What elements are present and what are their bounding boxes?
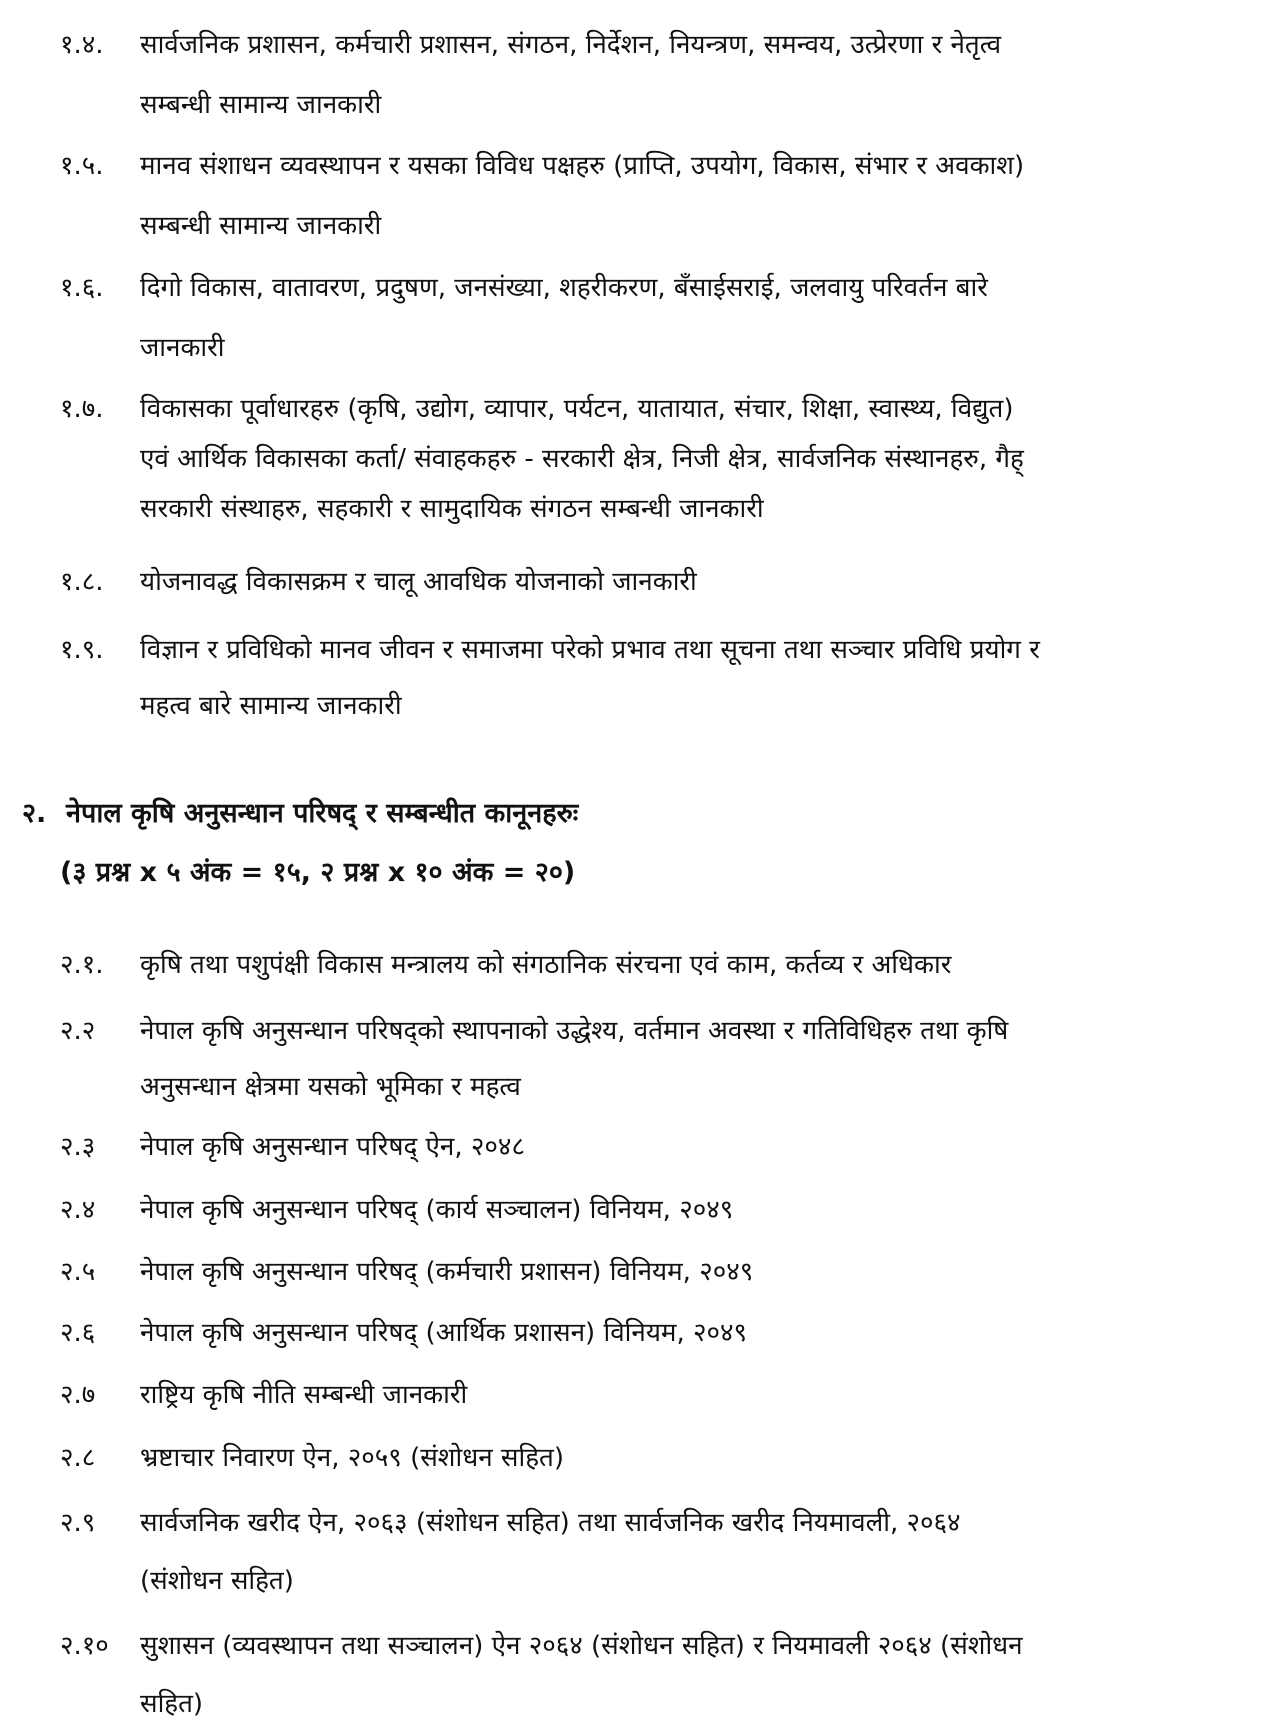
item-number: १.९. — [60, 635, 104, 665]
item-number: २.३ — [60, 1132, 96, 1162]
item-line: कृषि तथा पशुपंक्षी विकास मन्त्रालय को संगठानिक संरचना एवं काम, कर्तव्य र अधिकार — [140, 950, 952, 980]
item-line: सहित) — [140, 1689, 204, 1719]
item-line: मानव संशाधन व्यवस्थापन र यसका विविध पक्षहरु (प्राप्ति, उपयोग, विकास, संभार र अवकाश) — [140, 151, 1025, 181]
item-line: नेपाल कृषि अनुसन्धान परिषद् (कर्मचारी प्रशासन) विनियम, २०४९ — [140, 1257, 754, 1287]
syllabus-item-1-6 — [60, 258, 1255, 378]
syllabus-item-1-7 — [60, 384, 1255, 534]
item-text — [140, 943, 1255, 987]
item-number: २.६ — [60, 1318, 96, 1348]
item-line: दिगो विकास, वातावरण, प्रदुषण, जनसंख्या, शहरीकरण, बँसाईसराई, जलवायु परिवर्तन बारे — [140, 273, 988, 303]
syllabus-item-1-5 — [60, 136, 1255, 256]
item-line: सरकारी संस्थाहरु, सहकारी र सामुदायिक संगठन सम्बन्धी जानकारी — [140, 494, 764, 524]
item-text — [140, 136, 1255, 256]
item-number: १.४. — [60, 30, 104, 60]
syllabus-item-2-10 — [60, 1617, 1255, 1733]
item-number: २.७ — [60, 1380, 96, 1410]
item-line: अनुसन्धान क्षेत्रमा यसको भूमिका र महत्व — [140, 1072, 521, 1102]
syllabus-item-2-3 — [60, 1125, 1255, 1169]
syllabus-item-2-5 — [60, 1250, 1255, 1294]
item-number: १.६. — [60, 273, 104, 303]
item-line: सम्बन्धी सामान्य जानकारी — [140, 90, 382, 120]
item-line: एवं आर्थिक विकासका कर्ता/ संवाहकहरु - सरकारी क्षेत्र, निजी क्षेत्र, सार्वजनिक संस्थानहरु, गैह् — [140, 444, 1024, 474]
item-text — [140, 1617, 1255, 1733]
item-line: विज्ञान र प्रविधिको मानव जीवन र समाजमा परेको प्रभाव तथा सूचना तथा सञ्चार प्रविधि प्रयोग र — [140, 635, 1040, 665]
item-text — [140, 622, 1255, 734]
item-line: जानकारी — [140, 333, 225, 363]
item-text — [140, 560, 1255, 604]
item-number: २.५ — [60, 1257, 96, 1287]
item-number: १.५. — [60, 151, 104, 181]
syllabus-item-2-9 — [60, 1494, 1255, 1610]
item-text — [140, 1188, 1255, 1232]
item-text — [140, 384, 1255, 534]
item-line: नेपाल कृषि अनुसन्धान परिषद् ऐन, २०४८ — [140, 1132, 525, 1162]
item-number: १.८. — [60, 567, 104, 597]
item-number: १.७. — [60, 394, 104, 424]
item-line: सार्वजनिक खरीद ऐन, २०६३ (संशोधन सहित) तथा सार्वजनिक खरीद नियमावली, २०६४ — [140, 1508, 961, 1538]
item-line: राष्ट्रिय कृषि नीति सम्बन्धी जानकारी — [140, 1380, 468, 1410]
syllabus-item-2-6 — [60, 1311, 1255, 1355]
item-text — [140, 258, 1255, 378]
item-text — [140, 1373, 1255, 1417]
item-number: २.८ — [60, 1443, 96, 1473]
item-text — [140, 1311, 1255, 1355]
item-number: २.२ — [60, 1016, 96, 1046]
item-line: नेपाल कृषि अनुसन्धान परिषद् (कार्य सञ्चालन) विनियम, २०४९ — [140, 1195, 734, 1225]
item-line: सुशासन (व्यवस्थापन तथा सञ्चालन) ऐन २०६४ (संशोधन सहित) र नियमावली २०६४ (संशोधन — [140, 1631, 1023, 1661]
syllabus-item-1-4 — [60, 15, 1255, 135]
item-number: २.९ — [60, 1508, 96, 1538]
section-title: नेपाल कृषि अनुसन्धान परिषद् र सम्बन्धीत कानूनहरुः — [66, 798, 579, 829]
syllabus-item-1-9 — [60, 622, 1255, 734]
syllabus-item-2-2 — [60, 1003, 1255, 1115]
item-line: महत्व बारे सामान्य जानकारी — [140, 691, 402, 721]
item-line: सम्बन्धी सामान्य जानकारी — [140, 211, 382, 241]
item-text — [140, 15, 1255, 135]
section-2-heading — [22, 791, 578, 837]
item-text — [140, 1125, 1255, 1169]
section-number: २. — [22, 798, 47, 829]
item-line: नेपाल कृषि अनुसन्धान परिषद् (आर्थिक प्रशासन) विनियम, २०४९ — [140, 1318, 748, 1348]
item-line: नेपाल कृषि अनुसन्धान परिषद्को स्थापनाको उद्धेश्य, वर्तमान अवस्था र गतिविधिहरु तथा कृषि — [140, 1016, 1009, 1046]
item-text — [140, 1436, 1255, 1480]
syllabus-item-2-8 — [60, 1436, 1255, 1480]
item-number: २.१० — [60, 1631, 109, 1661]
item-text — [140, 1250, 1255, 1294]
item-line: सार्वजनिक प्रशासन, कर्मचारी प्रशासन, संगठन, निर्देशन, नियन्त्रण, समन्वय, उत्प्रेरणा र नेतृत्व — [140, 30, 1002, 60]
syllabus-item-2-4 — [60, 1188, 1255, 1232]
syllabus-item-2-1 — [60, 943, 1255, 987]
item-text — [140, 1003, 1255, 1115]
item-text — [140, 1494, 1255, 1610]
item-line: भ्रष्टाचार निवारण ऐन, २०५९ (संशोधन सहित) — [140, 1443, 564, 1473]
item-line: योजनावद्ध विकासक्रम र चालू आवधिक योजनाको जानकारी — [140, 567, 697, 597]
syllabus-item-2-7 — [60, 1373, 1255, 1417]
syllabus-item-1-8 — [60, 560, 1255, 604]
item-line: (संशोधन सहित) — [140, 1566, 294, 1596]
item-number: २.१. — [60, 950, 104, 980]
item-line: विकासका पूर्वाधारहरु (कृषि, उद्योग, व्यापार, पर्यटन, यातायात, संचार, शिक्षा, स्वास्थ्य, विद्युत) — [140, 394, 1014, 424]
section-2-marks: (३ प्रश्न x ५ अंक = १५, २ प्रश्न x १० अंक = २०) — [60, 857, 576, 888]
item-number: २.४ — [60, 1195, 96, 1225]
